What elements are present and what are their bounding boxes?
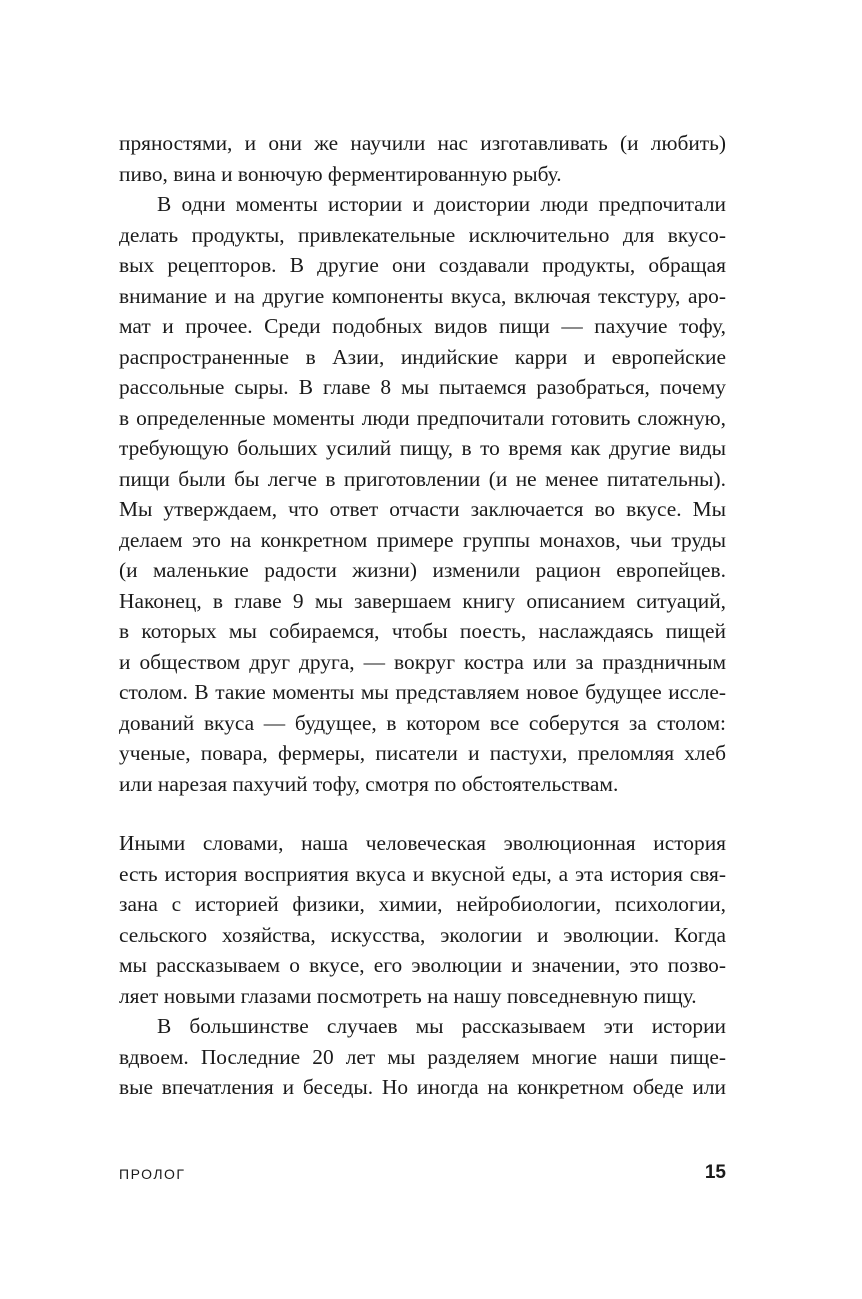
text-line: распространенные в Азии, индийские карри и европейские [119, 344, 726, 369]
text-line: есть история восприятия вкуса и вкусной еды, а эта история свя- [119, 861, 726, 886]
text-line: Иными словами, наша человеческая эволюционная история [119, 831, 726, 855]
page-number: 15 [704, 1162, 726, 1183]
text-line: внимание и на другие компоненты вкуса, включая текстуру, аро- [119, 283, 726, 308]
text-line: в определенные моменты люди предпочитали готовить сложную, [119, 405, 726, 430]
text-line: мат и прочее. Среди подобных видов пищи — пахучие тофу, [119, 314, 726, 338]
text-line: вдвоем. Последние 20 лет мы разделяем многие наши пище- [119, 1044, 726, 1069]
text-line: Наконец, в главе 9 мы завершаем книгу описанием ситуаций, [119, 588, 726, 613]
text-line: в которых мы собираемся, чтобы поесть, наслаждаясь пищей [119, 619, 726, 643]
text-line: пряностями, и они же научили нас изготавливать (и любить) [119, 131, 726, 155]
text-line: пиво, вина и вонючую ферментированную рыбу. [119, 161, 562, 186]
text-line: делаем это на конкретном примере группы монахов, чьи труды [119, 527, 726, 552]
text-line: или нарезая пахучий тофу, смотря по обстоятельствам. [119, 771, 619, 796]
text-line: требующую больших усилий пищу, в то время как другие виды [119, 436, 726, 460]
paragraph [119, 128, 726, 189]
text-line: (и маленькие радости жизни) изменили рацион европейцев. [119, 558, 726, 582]
text-line: Мы утверждаем, что ответ отчасти заключается во вкусе. Мы [119, 497, 726, 521]
text-line: вые впечатления и беседы. Но иногда на конкретном обеде или [119, 1075, 726, 1099]
text-line: вых рецепторов. В другие они создавали продукты, обращая [119, 253, 726, 277]
text-line: дований вкуса — будущее, в котором все соберутся за столом: [119, 710, 726, 735]
text-line: В большинстве случаев мы рассказываем эти истории [157, 1014, 726, 1038]
body-text [119, 128, 726, 1103]
running-head: ПРОЛОГ [119, 1166, 186, 1182]
text-line: ляет новыми глазами посмотреть на нашу повседневную пищу. [119, 983, 697, 1008]
paragraph [119, 828, 726, 1011]
paragraph [119, 1011, 726, 1103]
paragraph [119, 189, 726, 799]
text-line: ученые, повара, фермеры, писатели и пастухи, преломляя хлеб [119, 741, 726, 765]
paragraph-gap [119, 799, 726, 828]
text-line: пищи были бы легче в приготовлении (и не менее питательны). [119, 466, 726, 491]
text-line: зана с историей физики, химии, нейробиологии, психологии, [119, 892, 726, 916]
text-line: и обществом друг друга, — вокруг костра или за праздничным [119, 649, 726, 674]
text-line: столом. В такие моменты мы представляем новое будущее иссле- [119, 680, 726, 704]
text-line: мы рассказываем о вкусе, его эволюции и значении, это позво- [119, 953, 726, 977]
text-line: рассольные сыры. В главе 8 мы пытаемся разобраться, почему [119, 375, 726, 399]
text-line: сельского хозяйства, искусства, экологии и эволюции. Когда [119, 922, 726, 947]
text-line: делать продукты, привлекательные исключительно для вкусо- [119, 222, 726, 247]
text-line: В одни моменты истории и доистории люди предпочитали [157, 192, 726, 216]
